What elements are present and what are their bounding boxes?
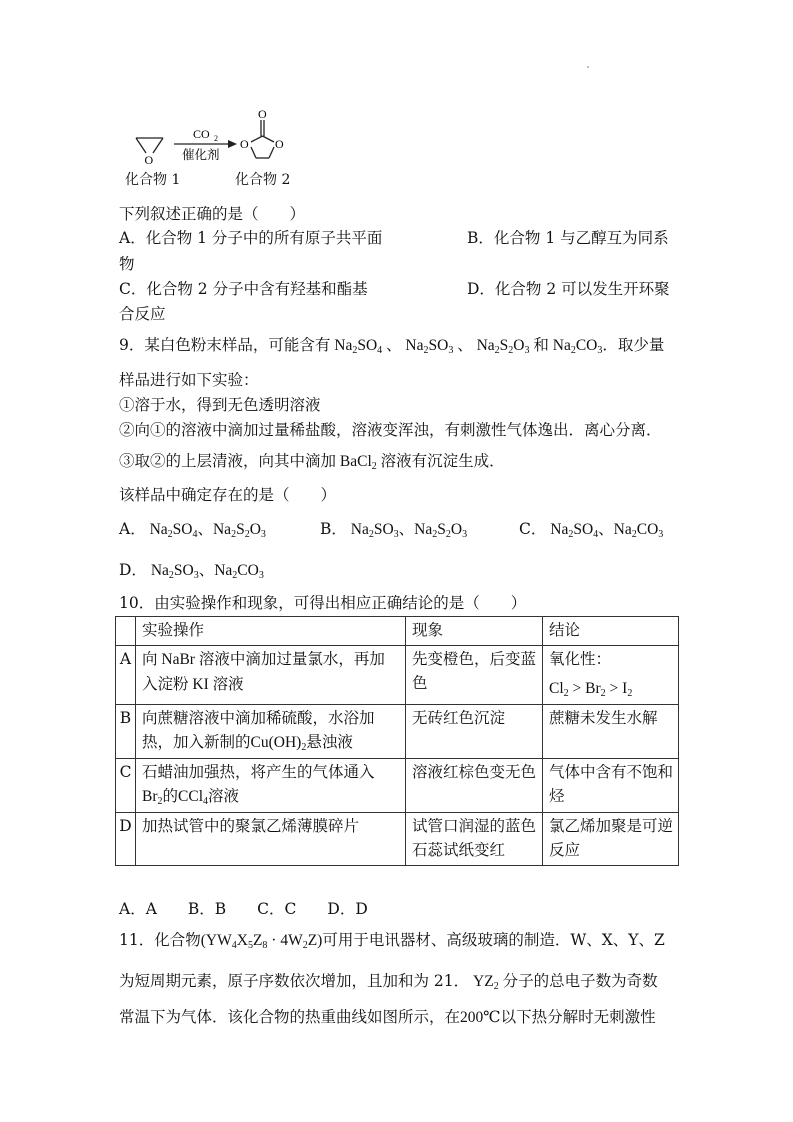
- row-phenomenon: 试管口润湿的蓝色石蕊试纸变红: [406, 813, 543, 866]
- q10-stem: 10．由实验操作和现象，可得出相应正确结论的是（ ）: [119, 594, 527, 612]
- table-row: [116, 759, 679, 813]
- carbonyl-oxygen: O: [258, 107, 267, 121]
- row-operation: 石蜡油加强热，将产生的气体通入 $Br_2$的CCl$_4$溶液: [136, 759, 406, 813]
- q9-step2: ②向①的溶液中滴加过量稀盐酸，溶液变浑浊，有刺激性气体逸出．离心分离．: [119, 421, 662, 439]
- q11-line2-suffix: 分子的总电子数为奇数: [502, 972, 658, 990]
- formula-compound: $(YW_4X_5Z_8 \cdot 4W_2Z)$: [200, 932, 323, 951]
- scan-speck: [587, 66, 589, 68]
- q9-option-b-key: B．: [320, 520, 347, 538]
- compound2-label: 化合物 2: [235, 172, 291, 188]
- epoxide-oxygen: O: [144, 153, 154, 167]
- row-conclusion: 气体中含有不饱和烃: [543, 759, 679, 813]
- q9-stem-line1: 9．某白色粉末样品，可能含有 $Na_2SO_4$ 、 $Na_2SO_3$ 、 $Na_2S_2O_3$ 和 $Na_2CO_3$．取少量: [119, 336, 665, 356]
- row-key: C: [116, 759, 136, 813]
- q8-option-b: B．化合物 1 与乙醇互为同系: [467, 229, 669, 247]
- q11-line3-prefix: 常温下为气体．该化合物的热重曲线如图所示，在: [119, 1008, 461, 1026]
- q9-suffix: ．取少量: [602, 336, 665, 354]
- q9-option-d-key: D．: [119, 561, 147, 579]
- q9-option-a-key: A．: [119, 520, 146, 538]
- q9-option-d: D． $Na_2SO_3$、$Na_2CO_3$: [119, 561, 264, 581]
- header-phenomenon: 现象: [406, 617, 543, 646]
- q9-step3-suffix: 溶液有沉淀生成．: [380, 452, 505, 470]
- arrow-head: [228, 140, 237, 148]
- q10-table: [115, 616, 679, 866]
- formula-na2co3: $Na_2CO_3$: [548, 337, 603, 356]
- row-key: A: [116, 646, 136, 705]
- row-operation: 加热试管中的聚氯乙烯薄膜碎片: [136, 813, 406, 866]
- formula-yz2: $YZ_2$: [469, 973, 499, 992]
- row-key: B: [116, 705, 136, 759]
- row-phenomenon: 先变橙色，后变蓝色: [406, 646, 543, 705]
- table-row: [116, 813, 679, 866]
- header-operation: 实验操作: [136, 617, 406, 646]
- ring-oxygen-right: O: [275, 137, 284, 151]
- q11-line2: [119, 970, 658, 993]
- epoxide-structure: [136, 138, 163, 153]
- q11-line3-suffix: 以下热分解时无刺激性: [500, 1008, 656, 1026]
- row-operation: 向蔗糖溶液中滴加稀硫酸，水浴加 热，加入新制的$Cu(OH)_2$悬浊液: [136, 705, 406, 759]
- formula-na2s2o3: $Na_2S_2O_3$: [472, 337, 530, 356]
- q8-option-a: A．化合物 1 分子中的所有原子共平面: [119, 229, 383, 247]
- q9-option-c: C． $Na_2SO_4$、$Na_2CO_3$: [519, 520, 664, 540]
- row-operation: 向 NaBr 溶液中滴加过量氯水，再加 入淀粉 KI 溶液: [136, 646, 406, 705]
- row-key: D: [116, 813, 136, 866]
- reagent-label: CO: [193, 127, 210, 141]
- formula-na2so3: $Na_2SO_3$: [401, 337, 454, 356]
- ring-oxygen-left: O: [240, 137, 249, 151]
- q9-question: 该样品中确定存在的是（ ）: [119, 486, 337, 504]
- q8-stem: 下列叙述正确的是（ ）: [119, 205, 306, 223]
- row-conclusion: 氯乙烯加聚是可逆反应: [543, 813, 679, 866]
- q9-option-c-key: C．: [519, 520, 547, 538]
- table-header-row: [116, 617, 679, 646]
- compound1-label: 化合物 1: [125, 172, 181, 188]
- q11-line2-prefix: 为短周期元素，原子序数依次增加，且加和为 21．: [119, 972, 470, 990]
- q9-stem-line2: 样品进行如下实验：: [119, 371, 259, 389]
- q11-line3: [119, 1006, 656, 1029]
- q11-suffix: 可用于电讯器材、高级玻璃的制造．W、X、Y、Z: [322, 931, 665, 949]
- q8-option-c: C．化合物 2 分子中含有羟基和酯基: [119, 280, 368, 298]
- reagent-subscript: 2: [214, 134, 218, 143]
- header-conclusion: 结论: [543, 617, 679, 646]
- row-conclusion: 蔗糖未发生水解: [543, 705, 679, 759]
- q9-prefix: 9．某白色粉末样品，可能含有: [119, 336, 331, 354]
- table-row: [116, 646, 679, 705]
- row-phenomenon: 无砖红色沉淀: [406, 705, 543, 759]
- row-conclusion: 氧化性： $Cl_2 > Br_2 > I_2$: [543, 646, 679, 705]
- row-phenomenon: 溶液红棕色变无色: [406, 759, 543, 813]
- q9-option-a: A． $Na_2SO_4$、$Na_2S_2O_3$: [119, 520, 266, 540]
- catalyst-label: 催化剂: [182, 147, 220, 162]
- table-row: [116, 705, 679, 759]
- q8-option-d-cont: 合反应: [119, 305, 166, 323]
- temperature: 200℃: [460, 1009, 501, 1026]
- q8-option-b-cont: 物: [119, 255, 135, 273]
- q11-line1: [119, 929, 665, 952]
- q10-answer-options: A．A B．B C．C D．D: [119, 900, 368, 918]
- q11-prefix: 11．化合物: [119, 931, 201, 949]
- header-key: [116, 617, 136, 646]
- q9-step1: ①溶于水，得到无色透明溶液: [119, 396, 321, 414]
- formula-bacl2: BaCl$_2$: [336, 453, 377, 472]
- oxidizing-order: $Cl_2 > Br_2 > I_2$: [549, 680, 633, 699]
- formula-na2so4: $Na_2SO_4$: [330, 337, 383, 356]
- q8-option-d: D．化合物 2 可以发生开环聚: [467, 280, 670, 298]
- cyclic-carbonate-structure: [251, 120, 274, 158]
- q9-step3: [119, 450, 505, 473]
- q9-option-b: B． $Na_2SO_3$、$Na_2S_2O_3$: [320, 520, 468, 540]
- q9-step3-prefix: ③取②的上层清液，向其中滴加: [119, 452, 337, 470]
